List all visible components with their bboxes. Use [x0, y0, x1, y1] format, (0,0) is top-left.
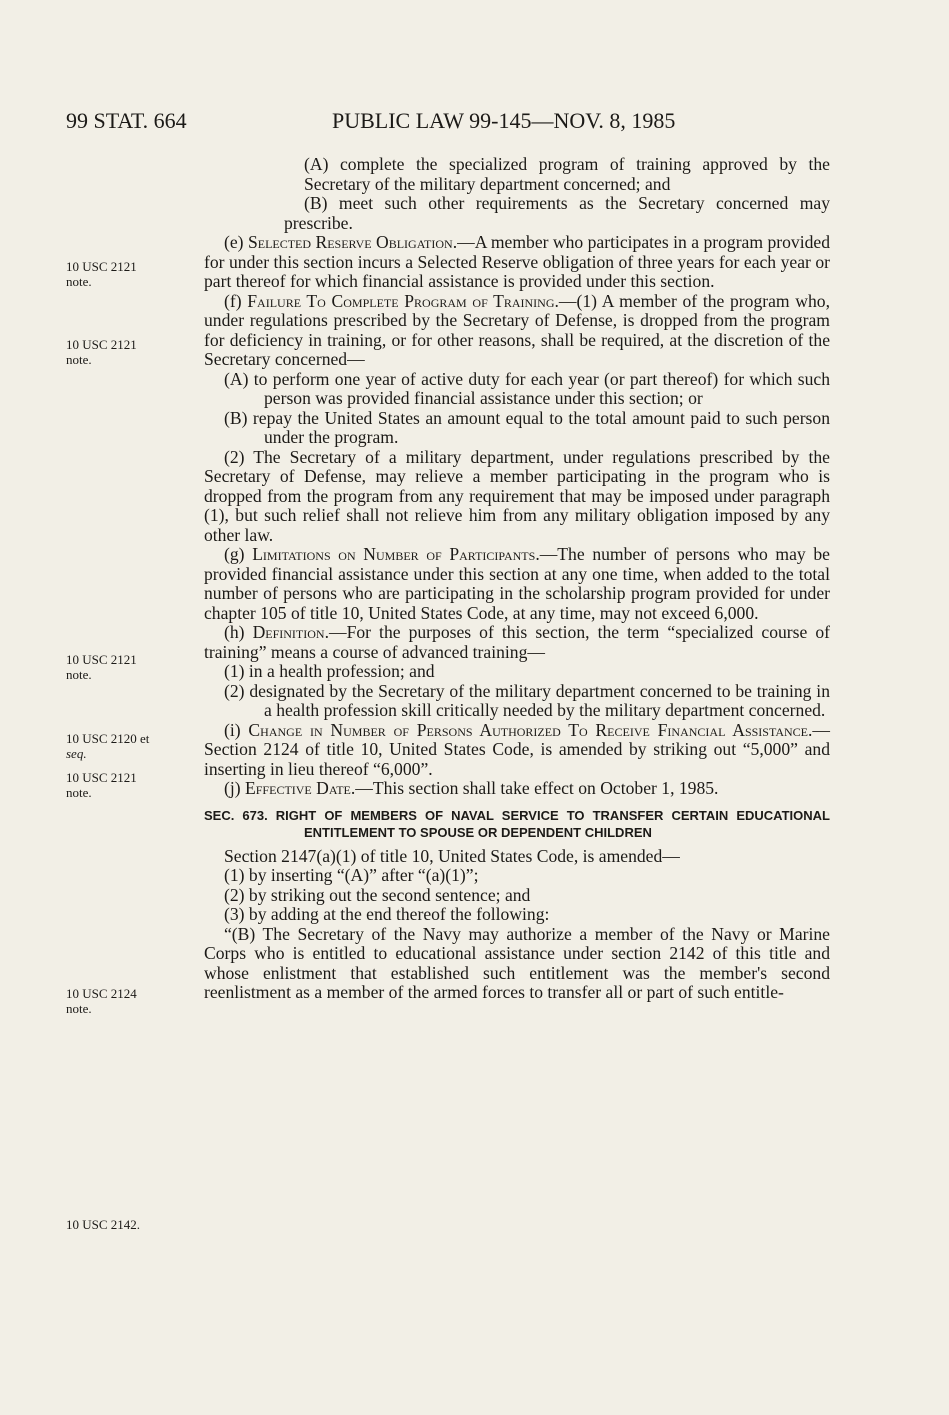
subsection-h-2: (2) designated by the Secretary of the military department concerned to be training in a health profession skill critically needed by the military department concerned.: [224, 680, 830, 720]
subsection-f: (f) Failure To Complete Program of Training.—(1) A member of the program who, under regulations prescribed by the Secretary of Defense, is dropped from the program for deficiency in training, or for other reasons, shall be required, at the discretion of the Secretary concerned—: [204, 290, 830, 369]
subsection-g: (g) Limitations on Number of Participants.—The number of persons who may be provided financial assistance under this section at any one time, when added to the total number of persons who are participating in the scholarship program provided for under chapter 105 of title 10, United States Code, at any time, may not exceed 6,000.: [204, 544, 830, 623]
subsection-f-b: (B) repay the United States an amount equal to the total amount paid to such person under the program.: [224, 407, 830, 447]
margin-note: 10 USC 2142.: [66, 1217, 141, 1232]
subsection-h: (h) Definition.—For the purposes of this section, the term “specialized course of training” means a course of advanced training—: [204, 622, 830, 662]
subsection-i: (i) Change in Number of Persons Authorized To Receive Financial Assistance.—Section 2124 of title 10, United States Code, is amended by striking out “5,000” and inserting in lieu thereof “6,000”.: [204, 719, 830, 779]
subsection-g-heading: Limitations on Number of Participants: [252, 544, 536, 564]
paragraph-b: (B) meet such other requirements as the Secretary concerned may prescribe.: [284, 193, 830, 233]
subsection-f-heading: Failure To Complete Program of Training: [247, 290, 555, 311]
subsection-f-2: (2) The Secretary of a military department, under regulations prescribed by the Secretary of Defense, may relieve a member participating in the program who is dropped from the program from any requirement that may be imposed under paragraph (1), but such relief shall not relieve him from any military obligation imposed by any other law.: [204, 446, 830, 545]
margin-note: 10 USC 2121 note.: [66, 652, 137, 682]
margin-note: 10 USC 2121 note.: [66, 259, 137, 289]
section-intro: Section 2147(a)(1) of title 10, United States Code, is amended—: [224, 845, 680, 866]
section-heading: SEC. 673. RIGHT OF MEMBERS OF NAVAL SERVICE TO TRANSFER CERTAIN EDUCATIONAL ENTITLEMENT TO SPOUSE OR DEPENDENT CHILDREN: [204, 807, 830, 840]
section-item-1: (1) by inserting “(A)” after “(a)(1)”;: [224, 865, 479, 885]
section-b-paragraph: “(B) The Secretary of the Navy may authorize a member of the Navy or Marine Corps who is entitled to educational assistance under section 2142 of this title and whose enlistment that established such entitlement was the member's second reenlistment as a member of the armed forces to transfer all or part of such entitle-: [204, 923, 830, 1002]
paragraph-a: (A) complete the specialized program of training approved by the Secretary of the military department concerned; and: [304, 154, 830, 194]
section-item-3: (3) by adding at the end thereof the following:: [224, 904, 550, 924]
page-header: [66, 108, 836, 138]
margin-note: 10 USC 2124 note.: [66, 986, 137, 1016]
subsection-e: (e) Selected Reserve Obligation.—A member who participates in a program provided for under this section incurs a Selected Reserve obligation of three years for each year or part thereof for which financial assistance is provided under this section.: [204, 232, 830, 291]
subsection-j-heading: Effective Date: [245, 778, 351, 798]
subsection-i-heading: Change in Number of Persons Authorized To Receive Financial Assistance: [248, 719, 808, 740]
margin-note: 10 USC 2121 note.: [66, 770, 137, 800]
document-body: [204, 155, 830, 1003]
subsection-h-heading: Definition: [252, 622, 325, 642]
subsection-h-1: (1) in a health profession; and: [224, 661, 435, 681]
subsection-e-heading: Selected Reserve Obligation: [247, 232, 453, 252]
margin-note: 10 USC 2121 note.: [66, 337, 137, 367]
margin-note: 10 USC 2120 et seq.: [66, 731, 150, 761]
stat-page-number: 99 STAT. 664: [66, 108, 187, 133]
subsection-f-a: (A) to perform one year of active duty for each year (or part thereof) for which such person was provided financial assistance under this section; or: [224, 368, 830, 408]
subsection-j: (j) Effective Date.—This section shall take effect on October 1, 1985.: [224, 778, 719, 798]
section-item-2: (2) by striking out the second sentence; and: [224, 884, 531, 905]
page-title: PUBLIC LAW 99-145—NOV. 8, 1985: [332, 108, 676, 133]
